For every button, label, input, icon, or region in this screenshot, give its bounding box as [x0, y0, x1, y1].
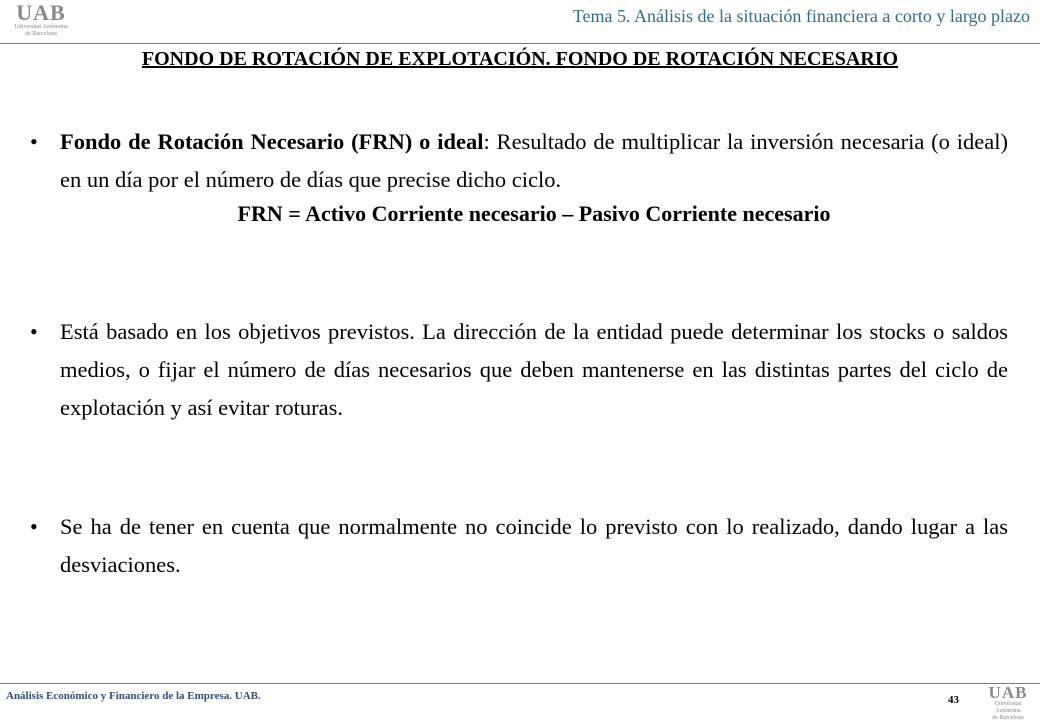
- slide-title: FONDO DE ROTACIÓN DE EXPLOTACIÓN. FONDO DE ROTACIÓN NECESARIO: [141, 48, 899, 70]
- course-topic-title: Tema 5. Análisis de la situación financiera a corto y largo plazo: [572, 6, 1030, 26]
- bullet-bold-lead: Fondo de Rotación Necesario (FRN) o ideal: [60, 129, 484, 154]
- uab-logo-subtitle-2: de Barcelona: [25, 31, 57, 37]
- uab-footer-logo: [982, 684, 1034, 720]
- bullet-icon: •: [30, 319, 38, 344]
- bullet-body: Está basado en los objetivos previstos. La dirección de la entidad puede determinar los stocks o saldos medios, o fijar el número de días necesarios que deben mantenerse en las distintas partes del ciclo de explotación y así evitar roturas.: [60, 319, 1008, 420]
- bullet-item-objectives: [30, 313, 1008, 427]
- bullet-item-deviations: [30, 508, 1008, 584]
- footer-course-name: Análisis Económico y Financiero de la Empresa. UAB.: [6, 690, 261, 702]
- page-number: 43: [948, 694, 959, 706]
- footer-divider: [0, 683, 1040, 684]
- bullet-icon: •: [30, 514, 38, 539]
- uab-logo-subtitle-1: Universitat Autònoma: [14, 24, 68, 30]
- header-divider: [0, 43, 1040, 44]
- bullet-body: Se ha de tener en cuenta que normalmente no coincide lo previsto con lo realizado, dando lugar a las desviaciones.: [60, 514, 1008, 577]
- uab-footer-logo-subtitle-1: Universitat Autònoma: [994, 701, 1022, 714]
- frn-formula: FRN = Activo Corriente necesario – Pasivo Corriente necesario: [237, 201, 831, 226]
- uab-footer-logo-subtitle-2: de Barcelona: [992, 715, 1024, 720]
- uab-logo: [6, 2, 76, 38]
- uab-logo-mark: UAB: [16, 0, 66, 25]
- bullet-text: [60, 123, 1008, 199]
- bullet-body: : Resultado de multiplicar la inversión necesaria (o ideal) en un día por el número de días que precise dicho ciclo.: [60, 129, 1008, 192]
- bullet-icon: •: [30, 129, 38, 154]
- bullet-item-frn-definition: [30, 123, 1008, 229]
- uab-footer-logo-mark: UAB: [988, 683, 1028, 702]
